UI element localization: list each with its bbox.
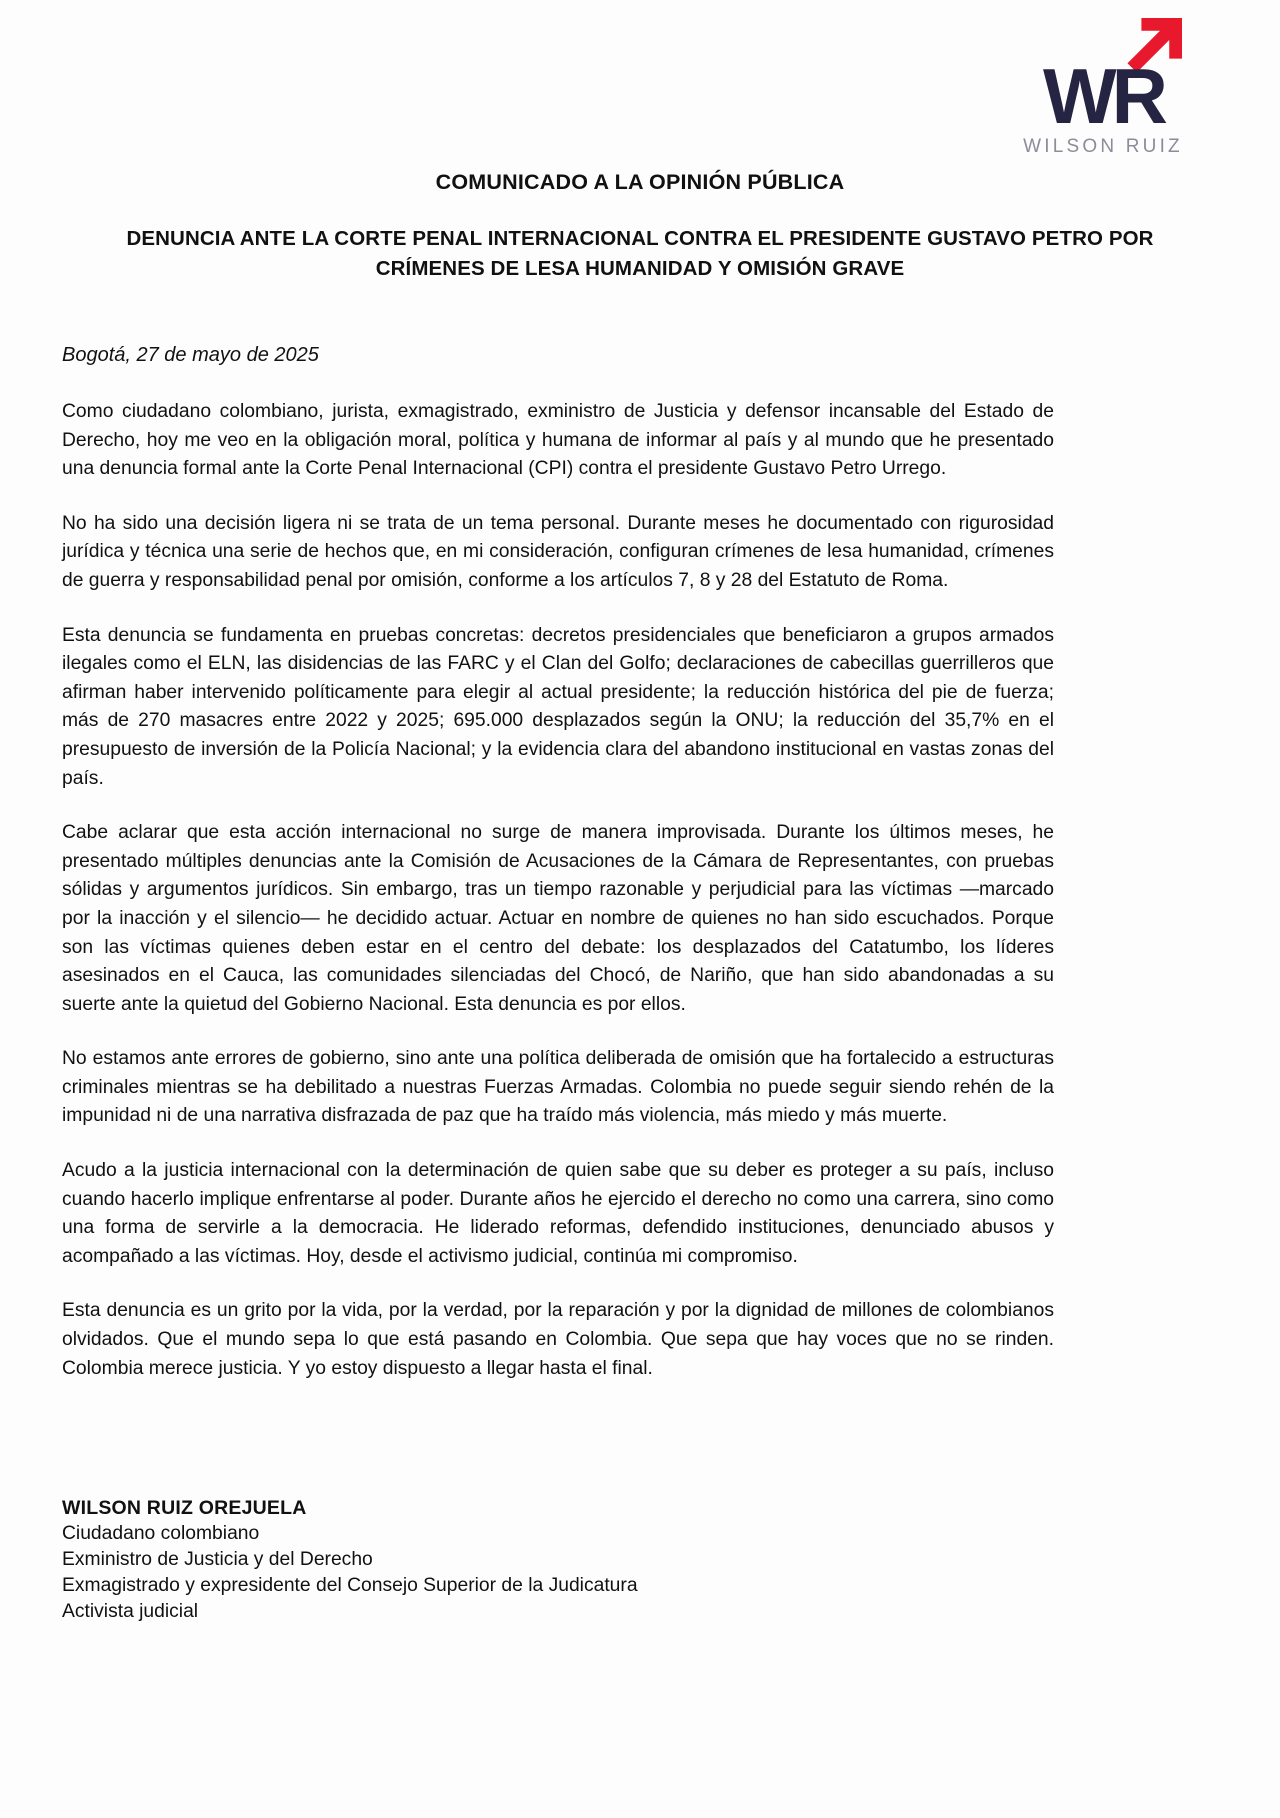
letterhead	[978, 10, 1228, 170]
body-paragraph: Acudo a la justicia internacional con la determinación de quien sabe que su deber es proteger a su país, incluso cuando hacerlo implique enfrentarse al poder. Durante años he ejercido el derecho no como una carrera, sino como una forma de servirle a la democracia. He liderado reformas, defendido instituciones, denunciado abusos y acompañado a las víctimas. Hoy, desde el activismo judicial, continúa mi compromiso.	[62, 1160, 1054, 1267]
signatory-title: Activista judicial	[62, 1601, 199, 1622]
signatory-name: WILSON RUIZ OREJUELA	[62, 1497, 307, 1519]
body-paragraph: No estamos ante errores de gobierno, sino ante una política deliberada de omisión que ha fortalecido a estructuras criminales mientras se ha debilitado a nuestras Fuerzas Armadas. Colombia no puede seguir siendo rehén de la impunidad ni de una narrativa disfrazada de paz que ha traído más violencia, más miedo y más muerte.	[62, 1048, 1054, 1127]
signatory-title: Exministro de Justicia y del Derecho	[62, 1549, 373, 1570]
signatory-title: Exmagistrado y expresidente del Consejo Superior de la Judicatura	[62, 1575, 638, 1596]
body-paragraph: Como ciudadano colombiano, jurista, exmagistrado, exministro de Justicia y defensor incansable del Estado de Derecho, hoy me veo en la obligación moral, política y humana de informar al país y al mundo que he presentado una denuncia formal ante la Corte Penal Internacional (CPI) contra el presidente Gustavo Petro Urrego.	[62, 401, 1054, 480]
body-paragraph: Esta denuncia es un grito por la vida, por la verdad, por la reparación y por la dignidad de millones de colombianos olvidados. Que el mundo sepa lo que está pasando en Colombia. Que sepa que hay voces que no se rinden. Colombia merece justicia. Y yo estoy dispuesto a llegar hasta el final.	[62, 1300, 1054, 1379]
body-paragraph: No ha sido una decisión ligera ni se trata de un tema personal. Durante meses he documentado con rigurosidad jurídica y técnica una serie de hechos que, en mi consideración, configuran crímenes de lesa humanidad, crímenes de guerra y responsabilidad penal por omisión, conforme a los artículos 7, 8 y 28 del Estatuto de Roma.	[62, 512, 1054, 591]
dateline: Bogotá, 27 de mayo de 2025	[62, 344, 319, 366]
signatory-title: Ciudadano colombiano	[62, 1523, 260, 1544]
wilson-ruiz-logo	[978, 10, 1228, 170]
logo-tagline: WILSON RUIZ	[1023, 136, 1183, 157]
body-paragraph: Esta denuncia se fundamenta en pruebas concretas: decretos presidenciales que beneficiaron a grupos armados ilegales como el ELN, las disidencias de las FARC y el Clan del Golfo; declaraciones de cabecillas guerrilleros que afirman haber intervenido políticamente para elegir al actual presidente; la reducción histórica del pie de fuerza; más de 270 masacres entre 2022 y 2025; 695.000 desplazados según la ONU; la reducción del 35,7% en el presupuesto de inversión de la Policía Nacional; y la evidencia clara del abandono institucional en vastas zonas del país.	[62, 624, 1054, 789]
document-body	[62, 342, 1054, 1383]
logo-monogram: WR	[1043, 52, 1163, 140]
body-paragraph: Cabe aclarar que esta acción internacional no surge de manera improvisada. Durante los últimos meses, he presentado múltiples denuncias ante la Comisión de Acusaciones de la Cámara de Representantes, con pruebas sólidas y argumentos jurídicos. Sin embargo, tras un tiempo razonable y perjudicial para las víctimas —marcado por la inacción y el silencio— he decidido actuar. Actuar en nombre de quienes no han sido escuchados. Porque son las víctimas quienes deben estar en el centro del debate: los desplazados del Catatumbo, los líderes asesinados en el Cauca, las comunidades silenciadas del Chocó, de Nariño, que han sido abandonadas a su suerte ante la quietud del Gobierno Nacional. Esta denuncia es por ellos.	[62, 822, 1054, 1015]
signature-block	[62, 1495, 962, 1625]
page-subtitle: DENUNCIA ANTE LA CORTE PENAL INTERNACIONAL CONTRA EL PRESIDENTE GUSTAVO PETRO POR CRÍMENES DE LESA HUMANIDAD Y OMISIÓN GRAVE	[126, 227, 1154, 280]
page-title: COMUNICADO A LA OPINIÓN PÚBLICA	[435, 170, 845, 194]
